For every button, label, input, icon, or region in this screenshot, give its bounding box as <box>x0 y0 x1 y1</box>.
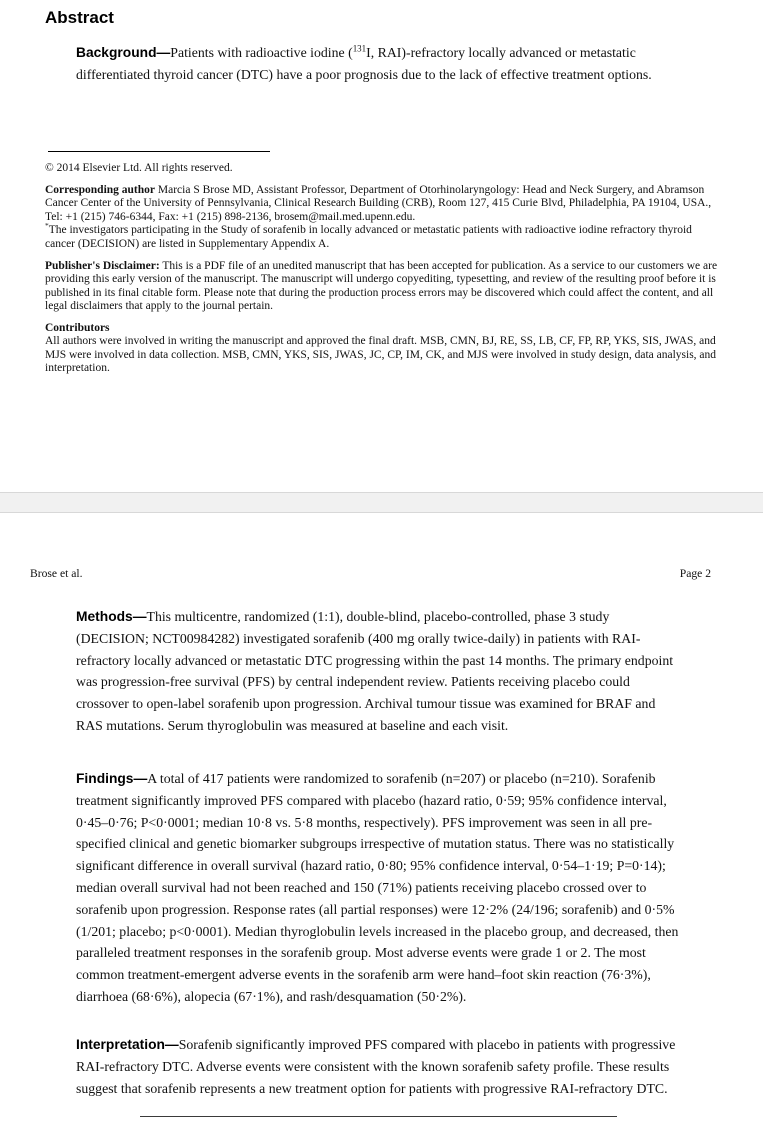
corresponding-author-text: Marcia S Brose MD, Assistant Professor, Department of Otorhinolaryngology: Head and Neck Surgery, and Abramson Cancer Center of the University of Pennsylvania, Clinical Research Building (CRB), Room 127, 415 Curie Blvd, Philadelphia, PA 19104, USA., Tel: +1 (215) 746-6344, Fax: +1 (215) 898-2136, brosem@mail.med.upenn.edu. <box>45 184 712 223</box>
publishers-disclaimer-text: This is a PDF file of an unedited manuscript that has been accepted for publication. As a service to our customers we are providing this early version of the manuscript. The manuscript will undergo copyediting, typesetting, and review of the resulting proof before it is published in its final citable form. Please note that during the production process errors may be discovered which could affect the content, and all legal disclaimers that apply to the journal pertain. <box>45 260 718 313</box>
interpretation-text: Sorafenib significantly improved PFS compared with placebo in patients with progressive RAI-refractory DTC. Adverse events were consistent with the known sorafenib safety profile. These results suggest that sorafenib represents a new treatment option for patients with progressive RAI-refractory DTC. <box>76 1037 676 1096</box>
corresponding-author-paragraph <box>45 184 723 224</box>
methods-text: This multicentre, randomized (1:1), double-blind, placebo-controlled, phase 3 study (DECISION; NCT00984282) investigated sorafenib (400 mg orally twice-daily) in patients with RAI-refractory locally advanced or metastatic DTC progressing within the past 14 months. The primary endpoint was progression-free survival (PFS) by central independent review. Patients receiving placebo could crossover to open-label sorafenib upon progression. Archival tumour tissue was examined for BRAF and RAS mutations. Serum thyroglobulin was measured at baseline and each visit. <box>76 609 674 733</box>
isotope-superscript: 131 <box>352 43 367 54</box>
corresponding-author-block <box>45 184 723 251</box>
page-gap-separator <box>0 492 763 513</box>
contributors-label: Contributors <box>45 322 110 334</box>
footnote-divider-rule <box>48 151 270 152</box>
investigators-footnote-text: The investigators participating in the Study of sorafenib in locally advanced or metastatic patients with radioactive iodine refractory thyroid cancer (DECISION) are listed in Supplementary Appendix A. <box>45 224 692 250</box>
findings-paragraph <box>76 768 680 1008</box>
background-label: Background— <box>76 45 171 60</box>
contributors-block <box>45 322 723 376</box>
background-paragraph <box>76 42 680 86</box>
bottom-section-rule <box>140 1116 617 1117</box>
asterisk-footnote-marker: * <box>45 221 49 231</box>
investigators-footnote <box>45 221 723 251</box>
findings-text: A total of 417 patients were randomized to sorafenib (n=207) or placebo (n=210). Sorafenib treatment significantly improved PFS compared with placebo (hazard ratio, 0·59; 95% confidence interval, 0·45–0·76; P<0·0001; median 10·8 vs. 5·8 months, respectively). PFS improvement was seen in all pre-specified clinical and genetic biomarker subgroups irrespective of mutation status. There was no statistically significant difference in overall survival (hazard ratio, 0·80; 95% confidence interval, 0·54–1·19; P=0·14); median overall survival had not been reached and 150 (71%) patients receiving placebo crossed over to sorafenib upon progression. Response rates (all partial responses) were 12·2% (24/196; sorafenib) and 0·5% (1/201; placebo; p<0·0001). Median thyroglobulin levels increased in the placebo group, and decreased, then paralleled treatment responses in the sorafenib group. Most adverse events were grade 1 or 2. The most common treatment-emergent adverse events in the sorafenib arm were hand–foot skin reaction (76·3%), diarrhoea (68·6%), alopecia (67·1%), and rash/desquamation (50·2%). <box>76 771 679 1004</box>
findings-label: Findings— <box>76 771 148 786</box>
running-head-authors: Brose et al. <box>30 567 83 580</box>
methods-paragraph <box>76 606 680 737</box>
corresponding-author-label: Corresponding author <box>45 184 156 196</box>
running-head-page-number: Page 2 <box>679 567 711 580</box>
publishers-disclaimer-label: Publisher's Disclaimer: <box>45 260 160 272</box>
copyright-notice: © 2014 Elsevier Ltd. All rights reserved. <box>45 162 233 174</box>
background-text-before-isotope: Patients with radioactive iodine ( <box>170 45 353 60</box>
contributors-text: All authors were involved in writing the manuscript and approved the final draft. MSB, CMN, BJ, RE, SS, LB, CF, FP, RP, YKS, SIS, JWAS, and MJS were involved in data collection. MSB, CMN, YKS, SIS, JWAS, JC, CP, IM, CK, and MJS were involved in study design, data analysis, and interpretation. <box>45 335 717 375</box>
manuscript-page-2 <box>0 513 763 1124</box>
publishers-disclaimer-paragraph <box>45 260 723 314</box>
publishers-disclaimer-block <box>45 260 723 314</box>
manuscript-page-1 <box>0 0 763 492</box>
abstract-heading: Abstract <box>45 8 114 27</box>
interpretation-paragraph <box>76 1034 680 1099</box>
background-text-after-isotope: I, RAI)-refractory locally advanced or metastatic differentiated thyroid cancer (DTC) have a poor prognosis due to the lack of effective treatment options. <box>76 45 652 82</box>
interpretation-label: Interpretation— <box>76 1037 179 1052</box>
methods-label: Methods— <box>76 609 147 624</box>
